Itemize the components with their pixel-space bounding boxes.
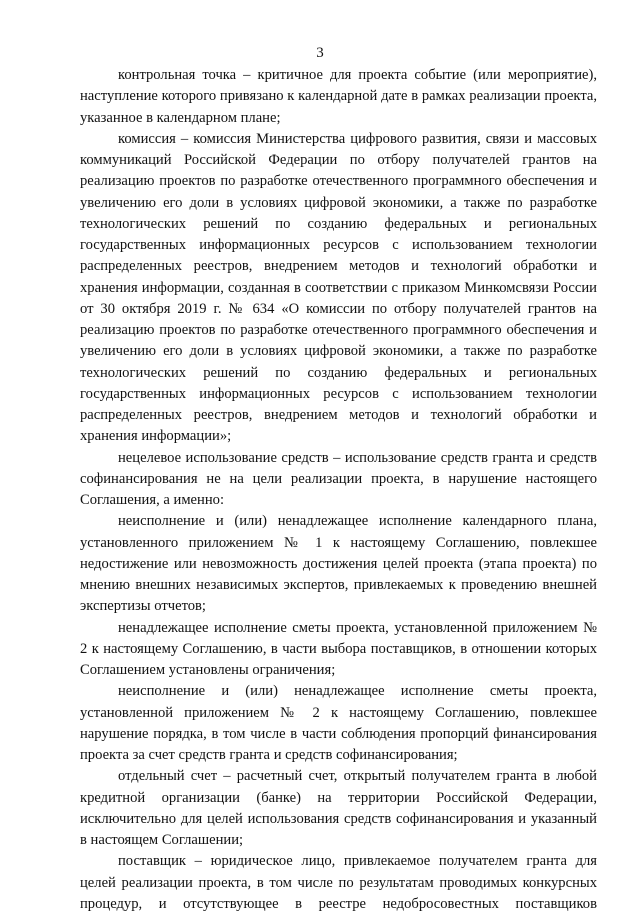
paragraph-misuse-of-funds: нецелевое использование средств – использование средств гранта и средств софинансирования не на цели реализации проекта, в нарушение настоящего Соглашения, а именно: — [80, 449, 597, 508]
paragraph-calendar-plan-nonfulfillment: неисполнение и (или) ненадлежащее исполнение календарного плана, установленного приложением № 1 к настоящему Соглашению, повлекшее недостижение или невозможность достижения целей проекта (этапа проекта) по мнению внешних независимых экспертов, привлекаемых к проведению внешней экспертизы отчетов; — [80, 513, 597, 615]
paragraph-estimate-nonfulfillment: неисполнение и (или) ненадлежащее исполнение сметы проекта, установленной приложением № 2 к настоящему Соглашению, повлекшее нарушение порядка, в том числе в части соблюдения пропорций финансирования проекта за счет средств гранта и средств софинансирования; — [80, 683, 597, 763]
paragraph-commission: комиссия – комиссия Министерства цифрового развития, связи и массовых коммуникаций Российской Федерации по отбору получателей грантов на реализацию проектов по разработке отечественного программного обеспечения и увеличению его доли в условиях цифровой экономики, а также по разработке технологических решений по созданию федеральных и региональных государственных информационных ресурсов с использованием технологии распределенных реестров, внедрением методов и технологий обработки и хранения информации, созданная в соответствии с приказом Минкомсвязи России от 30 октября 2019 г. № 634 «О комиссии по отбору получателей грантов на реализацию проектов по разработке отечественного программного обеспечения и увеличению его доли в условиях цифровой экономики, а также по разработке технологических решений по созданию федеральных и региональных государственных информационных ресурсов с использованием технологии распределенных реестров, внедрением методов и технологий обработки и хранения информации»; — [80, 130, 597, 445]
paragraph-supplier: поставщик – юридическое лицо, привлекаемое получателем гранта для целей реализации проекта, в том числе по результатам проводимых конкурсных процедур, и отсутствующее в реестре недобросовестных поставщиков — [80, 853, 597, 912]
paragraph-control-point: контрольная точка – критичное для проекта событие (или мероприятие), наступление которого привязано к календарной дате в рамках реализации проекта, указанное в календарном плане; — [80, 67, 597, 126]
paragraph-estimate-improper-execution: ненадлежащее исполнение сметы проекта, установленной приложением № 2 к настоящему Соглашению, в части выбора поставщиков, в отношении которых Соглашением установлены ограничения; — [80, 619, 597, 678]
page-number: 3 — [316, 45, 324, 61]
document-body — [80, 65, 597, 915]
paragraph-separate-account: отдельный счет – расчетный счет, открытый получателем гранта в любой кредитной организации (банке) на территории Российской Федерации, исключительно для целей использования средств софинансирования и указанный в настоящем Соглашении; — [80, 768, 597, 848]
